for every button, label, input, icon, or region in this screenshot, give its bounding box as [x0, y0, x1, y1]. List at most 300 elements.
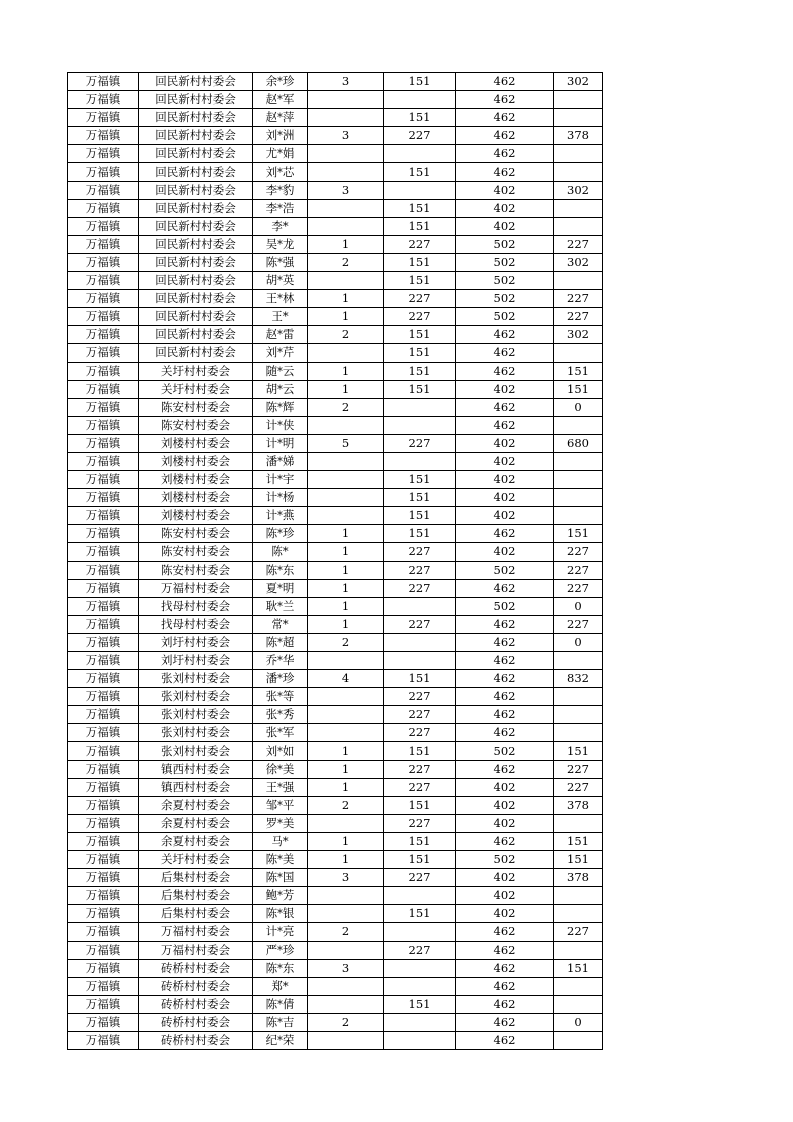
count-cell: 3 — [308, 181, 384, 199]
count-cell: 3 — [308, 73, 384, 91]
value-a-cell — [384, 145, 456, 163]
village-cell: 刘楼村村委会 — [139, 489, 253, 507]
village-cell: 刘楼村村委会 — [139, 471, 253, 489]
table-row — [68, 706, 603, 724]
total-cell — [554, 1031, 603, 1049]
count-cell: 1 — [308, 760, 384, 778]
name-cell: 胡*云 — [253, 380, 308, 398]
value-a-cell — [384, 633, 456, 651]
value-b-cell: 502 — [456, 272, 554, 290]
count-cell: 1 — [308, 561, 384, 579]
count-cell: 1 — [308, 290, 384, 308]
town-cell: 万福镇 — [68, 362, 139, 380]
table-row — [68, 525, 603, 543]
total-cell: 227 — [554, 561, 603, 579]
value-a-cell: 227 — [384, 615, 456, 633]
town-cell: 万福镇 — [68, 923, 139, 941]
name-cell: 纪*荣 — [253, 1031, 308, 1049]
total-cell — [554, 652, 603, 670]
count-cell — [308, 977, 384, 995]
town-cell: 万福镇 — [68, 380, 139, 398]
count-cell — [308, 163, 384, 181]
value-a-cell: 151 — [384, 217, 456, 235]
total-cell: 151 — [554, 959, 603, 977]
name-cell: 刘*芹 — [253, 344, 308, 362]
name-cell: 刘*洲 — [253, 127, 308, 145]
value-a-cell — [384, 1031, 456, 1049]
value-a-cell: 227 — [384, 308, 456, 326]
table-row — [68, 272, 603, 290]
value-a-cell: 227 — [384, 561, 456, 579]
town-cell: 万福镇 — [68, 434, 139, 452]
count-cell: 1 — [308, 832, 384, 850]
value-b-cell: 462 — [456, 615, 554, 633]
village-cell: 刘圩村村委会 — [139, 633, 253, 651]
total-cell — [554, 272, 603, 290]
count-cell — [308, 109, 384, 127]
table-row — [68, 507, 603, 525]
value-b-cell: 502 — [456, 253, 554, 271]
count-cell: 3 — [308, 127, 384, 145]
value-b-cell: 402 — [456, 217, 554, 235]
town-cell: 万福镇 — [68, 724, 139, 742]
value-b-cell: 462 — [456, 959, 554, 977]
town-cell: 万福镇 — [68, 398, 139, 416]
value-a-cell: 227 — [384, 290, 456, 308]
town-cell: 万福镇 — [68, 272, 139, 290]
village-cell: 刘楼村村委会 — [139, 507, 253, 525]
value-b-cell: 462 — [456, 91, 554, 109]
table-row — [68, 851, 603, 869]
total-cell: 227 — [554, 290, 603, 308]
village-cell: 找母村村委会 — [139, 597, 253, 615]
name-cell: 王* — [253, 308, 308, 326]
value-b-cell: 402 — [456, 905, 554, 923]
value-b-cell: 402 — [456, 507, 554, 525]
table-row — [68, 977, 603, 995]
table-row — [68, 959, 603, 977]
total-cell — [554, 941, 603, 959]
value-a-cell: 227 — [384, 724, 456, 742]
village-cell: 砖桥村村委会 — [139, 959, 253, 977]
table-row — [68, 832, 603, 850]
table-row — [68, 73, 603, 91]
village-cell: 回民新村村委会 — [139, 253, 253, 271]
value-b-cell: 462 — [456, 525, 554, 543]
value-a-cell — [384, 416, 456, 434]
total-cell: 378 — [554, 869, 603, 887]
table-row — [68, 416, 603, 434]
table-row — [68, 543, 603, 561]
value-b-cell: 462 — [456, 760, 554, 778]
value-a-cell: 151 — [384, 489, 456, 507]
table-row — [68, 796, 603, 814]
town-cell: 万福镇 — [68, 326, 139, 344]
village-cell: 张刘村村委会 — [139, 706, 253, 724]
total-cell — [554, 109, 603, 127]
name-cell: 陈* — [253, 543, 308, 561]
value-a-cell: 227 — [384, 760, 456, 778]
value-a-cell: 151 — [384, 344, 456, 362]
village-cell: 砖桥村村委会 — [139, 1013, 253, 1031]
value-a-cell: 151 — [384, 851, 456, 869]
name-cell: 鲍*芳 — [253, 887, 308, 905]
village-cell: 回民新村村委会 — [139, 308, 253, 326]
town-cell: 万福镇 — [68, 489, 139, 507]
village-cell: 陈安村村委会 — [139, 416, 253, 434]
value-b-cell: 462 — [456, 109, 554, 127]
total-cell: 0 — [554, 633, 603, 651]
value-b-cell: 462 — [456, 579, 554, 597]
total-cell: 302 — [554, 253, 603, 271]
name-cell: 李*浩 — [253, 199, 308, 217]
total-cell — [554, 489, 603, 507]
name-cell: 陈*美 — [253, 851, 308, 869]
table-row — [68, 127, 603, 145]
name-cell: 计*亮 — [253, 923, 308, 941]
value-b-cell: 502 — [456, 742, 554, 760]
count-cell: 1 — [308, 235, 384, 253]
total-cell: 227 — [554, 760, 603, 778]
value-a-cell — [384, 977, 456, 995]
name-cell: 刘*如 — [253, 742, 308, 760]
name-cell: 赵*军 — [253, 91, 308, 109]
value-b-cell: 462 — [456, 1013, 554, 1031]
total-cell: 302 — [554, 326, 603, 344]
total-cell — [554, 887, 603, 905]
total-cell — [554, 471, 603, 489]
name-cell: 随*云 — [253, 362, 308, 380]
town-cell: 万福镇 — [68, 995, 139, 1013]
town-cell: 万福镇 — [68, 706, 139, 724]
town-cell: 万福镇 — [68, 887, 139, 905]
village-cell: 后集村村委会 — [139, 887, 253, 905]
table-row — [68, 362, 603, 380]
town-cell: 万福镇 — [68, 688, 139, 706]
table-row — [68, 760, 603, 778]
count-cell — [308, 344, 384, 362]
count-cell: 2 — [308, 253, 384, 271]
value-a-cell: 151 — [384, 272, 456, 290]
village-cell: 万福村村委会 — [139, 579, 253, 597]
total-cell: 227 — [554, 543, 603, 561]
village-cell: 回民新村村委会 — [139, 163, 253, 181]
total-cell: 227 — [554, 308, 603, 326]
name-cell: 张*军 — [253, 724, 308, 742]
count-cell: 3 — [308, 869, 384, 887]
value-b-cell: 462 — [456, 670, 554, 688]
value-a-cell: 151 — [384, 199, 456, 217]
value-b-cell: 402 — [456, 199, 554, 217]
town-cell: 万福镇 — [68, 127, 139, 145]
town-cell: 万福镇 — [68, 163, 139, 181]
name-cell: 胡*英 — [253, 272, 308, 290]
name-cell: 赵*雷 — [253, 326, 308, 344]
table-row — [68, 109, 603, 127]
total-cell — [554, 724, 603, 742]
total-cell — [554, 977, 603, 995]
count-cell — [308, 1031, 384, 1049]
town-cell: 万福镇 — [68, 308, 139, 326]
table-row — [68, 561, 603, 579]
name-cell: 陈*吉 — [253, 1013, 308, 1031]
value-b-cell: 462 — [456, 995, 554, 1013]
count-cell — [308, 452, 384, 470]
town-cell: 万福镇 — [68, 416, 139, 434]
table-row — [68, 308, 603, 326]
count-cell — [308, 507, 384, 525]
value-b-cell: 502 — [456, 851, 554, 869]
value-a-cell — [384, 597, 456, 615]
count-cell: 2 — [308, 796, 384, 814]
village-cell: 回民新村村委会 — [139, 73, 253, 91]
village-cell: 余夏村村委会 — [139, 796, 253, 814]
value-a-cell — [384, 959, 456, 977]
value-a-cell: 227 — [384, 941, 456, 959]
name-cell: 马* — [253, 832, 308, 850]
count-cell — [308, 814, 384, 832]
name-cell: 张*秀 — [253, 706, 308, 724]
village-cell: 镇西村村委会 — [139, 760, 253, 778]
town-cell: 万福镇 — [68, 742, 139, 760]
value-b-cell: 462 — [456, 145, 554, 163]
table-row — [68, 670, 603, 688]
name-cell: 潘*珍 — [253, 670, 308, 688]
village-cell: 回民新村村委会 — [139, 344, 253, 362]
value-b-cell: 502 — [456, 308, 554, 326]
name-cell: 陈*银 — [253, 905, 308, 923]
village-cell: 陈安村村委会 — [139, 561, 253, 579]
table-row — [68, 181, 603, 199]
value-a-cell: 151 — [384, 742, 456, 760]
value-a-cell: 151 — [384, 73, 456, 91]
total-cell: 151 — [554, 525, 603, 543]
count-cell: 1 — [308, 525, 384, 543]
name-cell: 陈*国 — [253, 869, 308, 887]
total-cell — [554, 199, 603, 217]
count-cell — [308, 688, 384, 706]
village-cell: 万福村村委会 — [139, 923, 253, 941]
village-cell: 关圩村村委会 — [139, 380, 253, 398]
village-cell: 砖桥村村委会 — [139, 1031, 253, 1049]
name-cell: 计*燕 — [253, 507, 308, 525]
table-row — [68, 597, 603, 615]
village-cell: 刘楼村村委会 — [139, 452, 253, 470]
village-cell: 陈安村村委会 — [139, 525, 253, 543]
count-cell — [308, 91, 384, 109]
value-b-cell: 402 — [456, 452, 554, 470]
value-a-cell — [384, 887, 456, 905]
village-cell: 刘楼村村委会 — [139, 434, 253, 452]
value-b-cell: 462 — [456, 1031, 554, 1049]
village-cell: 回民新村村委会 — [139, 91, 253, 109]
village-cell: 回民新村村委会 — [139, 326, 253, 344]
count-cell: 1 — [308, 597, 384, 615]
town-cell: 万福镇 — [68, 851, 139, 869]
value-b-cell: 402 — [456, 434, 554, 452]
count-cell: 2 — [308, 1013, 384, 1031]
value-a-cell: 151 — [384, 525, 456, 543]
total-cell: 302 — [554, 73, 603, 91]
value-a-cell: 151 — [384, 471, 456, 489]
count-cell — [308, 887, 384, 905]
village-cell: 余夏村村委会 — [139, 832, 253, 850]
value-b-cell: 402 — [456, 380, 554, 398]
town-cell: 万福镇 — [68, 869, 139, 887]
village-cell: 陈安村村委会 — [139, 398, 253, 416]
total-cell: 0 — [554, 398, 603, 416]
town-cell: 万福镇 — [68, 941, 139, 959]
value-a-cell: 227 — [384, 688, 456, 706]
total-cell: 832 — [554, 670, 603, 688]
name-cell: 李* — [253, 217, 308, 235]
total-cell — [554, 344, 603, 362]
count-cell — [308, 724, 384, 742]
count-cell: 3 — [308, 959, 384, 977]
value-b-cell: 462 — [456, 416, 554, 434]
town-cell: 万福镇 — [68, 199, 139, 217]
count-cell: 1 — [308, 579, 384, 597]
value-b-cell: 462 — [456, 362, 554, 380]
name-cell: 陈*超 — [253, 633, 308, 651]
value-b-cell: 462 — [456, 923, 554, 941]
total-cell: 151 — [554, 380, 603, 398]
village-cell: 砖桥村村委会 — [139, 977, 253, 995]
total-cell: 378 — [554, 796, 603, 814]
count-cell: 1 — [308, 742, 384, 760]
table-row — [68, 615, 603, 633]
table-row — [68, 1013, 603, 1031]
name-cell: 陈*东 — [253, 959, 308, 977]
table-row — [68, 742, 603, 760]
name-cell: 余*珍 — [253, 73, 308, 91]
table-row — [68, 145, 603, 163]
count-cell — [308, 145, 384, 163]
village-cell: 镇西村村委会 — [139, 778, 253, 796]
value-b-cell: 402 — [456, 814, 554, 832]
village-cell: 回民新村村委会 — [139, 290, 253, 308]
value-a-cell: 227 — [384, 579, 456, 597]
town-cell: 万福镇 — [68, 543, 139, 561]
name-cell: 张*等 — [253, 688, 308, 706]
village-cell: 余夏村村委会 — [139, 814, 253, 832]
name-cell: 耿*兰 — [253, 597, 308, 615]
count-cell — [308, 706, 384, 724]
table-row — [68, 905, 603, 923]
town-cell: 万福镇 — [68, 959, 139, 977]
village-cell: 找母村村委会 — [139, 615, 253, 633]
count-cell: 5 — [308, 434, 384, 452]
table-row — [68, 778, 603, 796]
total-cell — [554, 416, 603, 434]
town-cell: 万福镇 — [68, 253, 139, 271]
count-cell: 1 — [308, 851, 384, 869]
value-a-cell: 227 — [384, 814, 456, 832]
value-b-cell: 462 — [456, 652, 554, 670]
total-cell — [554, 91, 603, 109]
count-cell: 1 — [308, 362, 384, 380]
village-cell: 万福村村委会 — [139, 941, 253, 959]
value-b-cell: 462 — [456, 688, 554, 706]
village-cell: 砖桥村村委会 — [139, 995, 253, 1013]
value-a-cell — [384, 923, 456, 941]
count-cell: 1 — [308, 778, 384, 796]
name-cell: 吴*龙 — [253, 235, 308, 253]
value-a-cell: 151 — [384, 362, 456, 380]
value-a-cell: 151 — [384, 507, 456, 525]
value-b-cell: 462 — [456, 977, 554, 995]
data-table — [67, 72, 603, 1050]
name-cell: 尤*娟 — [253, 145, 308, 163]
total-cell: 227 — [554, 923, 603, 941]
village-cell: 回民新村村委会 — [139, 272, 253, 290]
town-cell: 万福镇 — [68, 507, 139, 525]
value-a-cell: 151 — [384, 796, 456, 814]
town-cell: 万福镇 — [68, 778, 139, 796]
total-cell — [554, 995, 603, 1013]
value-b-cell: 462 — [456, 163, 554, 181]
value-a-cell: 227 — [384, 869, 456, 887]
town-cell: 万福镇 — [68, 561, 139, 579]
count-cell: 2 — [308, 923, 384, 941]
village-cell: 后集村村委会 — [139, 869, 253, 887]
total-cell: 151 — [554, 742, 603, 760]
name-cell: 常* — [253, 615, 308, 633]
name-cell: 严*珍 — [253, 941, 308, 959]
town-cell: 万福镇 — [68, 579, 139, 597]
town-cell: 万福镇 — [68, 525, 139, 543]
town-cell: 万福镇 — [68, 452, 139, 470]
value-a-cell — [384, 91, 456, 109]
name-cell: 赵*萍 — [253, 109, 308, 127]
count-cell — [308, 995, 384, 1013]
town-cell: 万福镇 — [68, 597, 139, 615]
total-cell: 227 — [554, 778, 603, 796]
value-b-cell: 402 — [456, 796, 554, 814]
value-a-cell — [384, 181, 456, 199]
town-cell: 万福镇 — [68, 290, 139, 308]
count-cell: 2 — [308, 326, 384, 344]
name-cell: 陈*倩 — [253, 995, 308, 1013]
value-b-cell: 462 — [456, 398, 554, 416]
table-row — [68, 398, 603, 416]
value-b-cell: 402 — [456, 489, 554, 507]
value-b-cell: 402 — [456, 887, 554, 905]
village-cell: 回民新村村委会 — [139, 235, 253, 253]
total-cell: 151 — [554, 832, 603, 850]
town-cell: 万福镇 — [68, 471, 139, 489]
town-cell: 万福镇 — [68, 652, 139, 670]
count-cell — [308, 489, 384, 507]
village-cell: 回民新村村委会 — [139, 109, 253, 127]
village-cell: 张刘村村委会 — [139, 688, 253, 706]
town-cell: 万福镇 — [68, 796, 139, 814]
town-cell: 万福镇 — [68, 235, 139, 253]
value-a-cell: 151 — [384, 995, 456, 1013]
name-cell: 陈*珍 — [253, 525, 308, 543]
table-row — [68, 923, 603, 941]
value-b-cell: 462 — [456, 344, 554, 362]
total-cell: 302 — [554, 181, 603, 199]
total-cell — [554, 905, 603, 923]
total-cell: 227 — [554, 615, 603, 633]
count-cell: 1 — [308, 308, 384, 326]
value-a-cell — [384, 452, 456, 470]
table-row — [68, 326, 603, 344]
table-row — [68, 579, 603, 597]
village-cell: 回民新村村委会 — [139, 181, 253, 199]
name-cell: 邹*平 — [253, 796, 308, 814]
